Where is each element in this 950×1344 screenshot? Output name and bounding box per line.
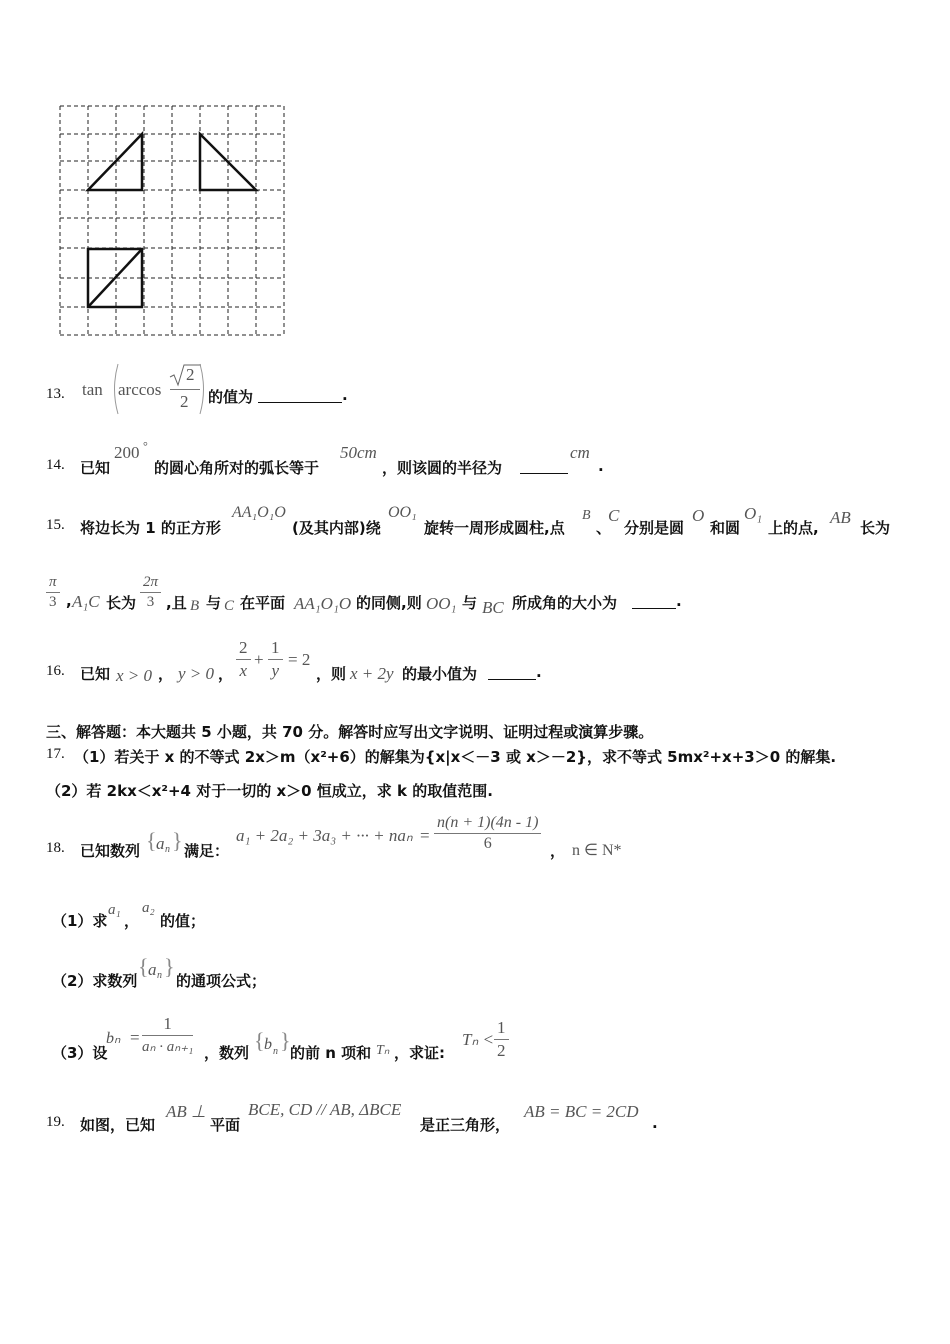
question-19 (46, 1094, 906, 1138)
arccos-function: arccos (118, 380, 162, 399)
question-text: 已知 (80, 459, 111, 477)
denominator: 3 (49, 594, 57, 610)
question-text: 分别是圆 (624, 519, 685, 537)
question-text: 与 (462, 594, 478, 612)
subscript-n: n (165, 844, 170, 855)
left-brace: { (138, 954, 149, 979)
question-text: ,且 (166, 594, 187, 612)
square-name: AA₁O₁O (232, 504, 286, 521)
sub-question-3: （3）设 (52, 1044, 108, 1062)
equals: = (130, 1028, 140, 1047)
question-text: 长为 (106, 594, 137, 612)
question-text: 的前 n 项和 (290, 1044, 372, 1062)
fraction-1-over-y (268, 638, 283, 681)
bn-fraction (142, 1014, 193, 1056)
question-text: 的值为 (208, 388, 254, 406)
left-brace: { (254, 1028, 265, 1053)
subscript-n: n (273, 1046, 278, 1057)
arc-AB: AB (830, 508, 851, 527)
plane-name: AA₁O₁O (294, 594, 352, 613)
denominator: 2 (497, 1041, 506, 1060)
condition-x: x > 0 (116, 666, 153, 685)
question-text: 旋转一周形成圆柱,点 (424, 519, 565, 537)
plus: + (254, 650, 264, 669)
circle-O: O (692, 506, 705, 525)
question-text: 是正三角形， (420, 1116, 511, 1134)
sub-question-1: （1）求 (52, 912, 108, 930)
right-brace: } (280, 1028, 291, 1053)
sequence-a: a (148, 960, 157, 979)
question-16 (46, 636, 606, 692)
sum-expression: a₁ + 2a₂ + 3a₃ + ··· + naₙ (236, 826, 413, 845)
angle-value: 200 (114, 443, 140, 462)
equals: = (420, 826, 430, 845)
separator: ， (158, 665, 174, 683)
question-text: 、 (596, 519, 612, 537)
sub-question-2: （2）求数列 (52, 972, 138, 990)
point-B: B (582, 508, 591, 523)
question-text: ，则 (316, 665, 347, 683)
sqrt-sign (168, 362, 202, 388)
line-BC: BC (482, 598, 504, 617)
2pi-over-3 (140, 574, 161, 611)
inequality: Tₙ < (462, 1030, 494, 1049)
question-number: 17. (46, 746, 65, 762)
a2: a₂ (142, 900, 155, 916)
arc-length: 50cm (340, 443, 377, 462)
question-text: 所成角的大小为 (512, 594, 618, 612)
rhs-fraction (434, 814, 541, 853)
question-text: 满足： (184, 842, 230, 860)
question-text: 已知 (80, 665, 111, 683)
period: . (536, 663, 542, 681)
numerator: 2 (236, 638, 251, 660)
question-number: 13. (46, 386, 65, 402)
b-n: bₙ (106, 1030, 121, 1047)
question-number: 15. (46, 517, 65, 533)
separator: ， (550, 842, 566, 860)
separator: ， (218, 665, 234, 683)
point-C: C (224, 598, 235, 614)
question-text: 的圆心角所对的弧长等于 (154, 459, 320, 477)
question-text: 的通项公式； (176, 972, 267, 990)
question-18 (46, 814, 906, 1084)
question-14 (46, 440, 646, 480)
question-text: 的值； (160, 912, 206, 930)
question-number: 19. (46, 1114, 65, 1130)
question-text: ，则该圆的半径为 (382, 459, 503, 477)
numerator: 1 (268, 638, 283, 660)
answer-blank (632, 592, 676, 609)
numerator: π (46, 574, 60, 593)
left-brace: { (146, 828, 157, 853)
sequence-b: b (264, 1036, 272, 1053)
question-text: 和圆 (710, 519, 741, 537)
sqrt-argument: 2 (186, 365, 195, 384)
ab-perpendicular: AB ⊥ (166, 1102, 206, 1121)
denominator: 2 (180, 392, 189, 411)
question-text: 长为 (860, 519, 891, 537)
right-brace: } (172, 828, 183, 853)
fraction-bar (170, 389, 200, 390)
question-text: 将边长为 1 的正方形 (80, 519, 221, 537)
point-C: C (608, 506, 620, 525)
unit: cm (570, 443, 590, 462)
pi-over-3 (46, 574, 60, 611)
comma: ， (124, 912, 140, 930)
section-3-header: 三、解答题：本大题共 5 小题，共 70 分。解答时应写出文字说明、证明过程或演算步骤。 (46, 723, 654, 741)
denominator: aₙ · aₙ₊₁ (142, 1039, 194, 1055)
circle-O1: O₁ (744, 504, 763, 523)
period: . (676, 592, 682, 610)
question-text: ，数列 (204, 1044, 250, 1062)
question-text: 与 (206, 594, 222, 612)
point-B: B (190, 598, 200, 614)
equals-2: = 2 (288, 650, 311, 669)
question-text: 上的点, (768, 519, 819, 537)
fraction-2-over-x (236, 638, 251, 681)
question-text: 平面 (210, 1116, 241, 1134)
right-brace: } (164, 954, 175, 979)
part-1: （1）若关于 x 的不等式 2x＞m（x²+6）的解集为{x|x＜－3 或 x＞－2}，求不等式 5mx²+x+3＞0 的解集. (74, 748, 837, 766)
answer-blank (258, 386, 342, 403)
question-number: 18. (46, 840, 65, 856)
answer-blank (520, 457, 568, 474)
conditions: BCE, CD // AB, ΔBCE (248, 1100, 402, 1119)
question-number: 16. (46, 663, 65, 679)
three-view-figure (58, 104, 288, 338)
question-text: 已知数列 (80, 842, 141, 860)
question-text: ，求证: (394, 1044, 445, 1062)
question-15 (46, 500, 906, 620)
comma: , (66, 592, 72, 610)
subscript-n: n (157, 970, 162, 981)
sqrt2-over-2 (168, 362, 202, 416)
numerator: n(n + 1)(4n - 1) (434, 814, 541, 834)
a1: a₁ (108, 902, 121, 918)
period: . (652, 1114, 658, 1132)
T-n: Tₙ (376, 1043, 390, 1058)
line-OO1: OO₁ (426, 594, 457, 613)
part-2: （2）若 2kx＜x²+4 对于一切的 x＞0 恒成立，求 k 的取值范围. (46, 782, 493, 800)
question-text: 如图，已知 (80, 1116, 156, 1134)
question-text: 的最小值为 (402, 665, 478, 683)
numerator: 1 (142, 1014, 193, 1036)
question-text: (及其内部)绕 (292, 519, 381, 537)
equality: AB = BC = 2CD (524, 1102, 639, 1121)
answer-blank (488, 663, 536, 680)
rotation-axis: OO₁ (388, 504, 417, 521)
arc-A1C: A₁C (72, 592, 100, 611)
right-paren (198, 362, 208, 416)
question-text: 在平面 (240, 594, 286, 612)
question-text: 的同侧,则 (356, 594, 422, 612)
front-view-triangle (88, 134, 142, 190)
question-17 (46, 746, 906, 806)
tan-function: tan (82, 380, 103, 399)
denominator: x (239, 661, 248, 680)
denominator: 3 (146, 594, 155, 610)
n-in-N: n ∈ N* (572, 842, 622, 859)
condition-y: y > 0 (178, 664, 215, 683)
denominator: y (271, 661, 280, 680)
denominator: 6 (483, 835, 492, 852)
numerator: 2π (140, 574, 161, 593)
expression: x + 2y (350, 664, 394, 683)
period: . (598, 457, 604, 475)
degree-sign: ° (143, 439, 148, 453)
one-half (494, 1018, 509, 1061)
question-number: 14. (46, 457, 65, 473)
numerator: 1 (494, 1018, 509, 1040)
period: . (342, 386, 348, 404)
sequence-a: a (156, 834, 165, 853)
